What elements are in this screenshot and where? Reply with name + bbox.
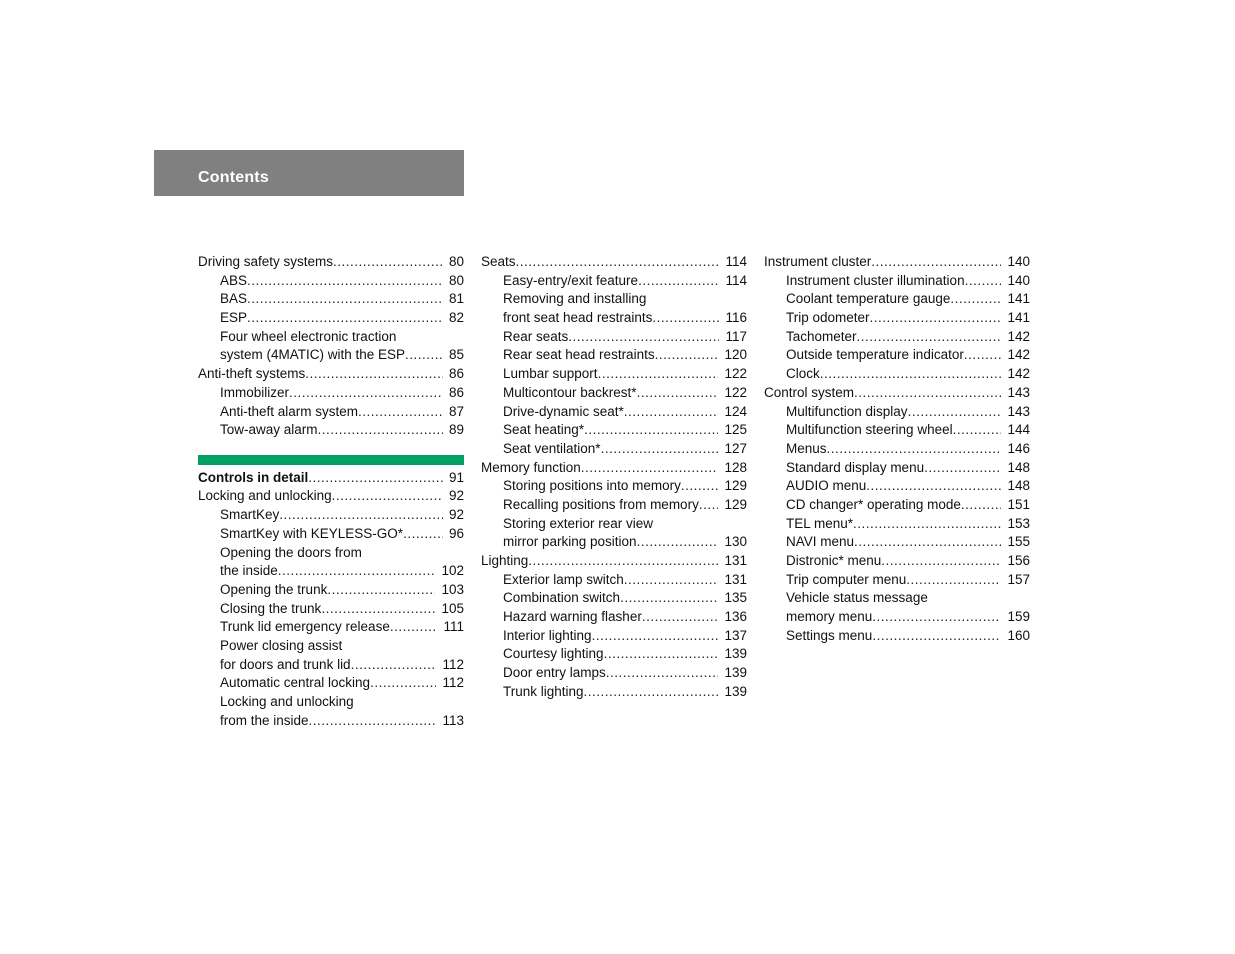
- toc-entry-label: Standard display menu: [786, 459, 925, 475]
- toc-page-number: 148: [1007, 459, 1030, 475]
- dot-leader: [405, 346, 443, 365]
- dot-leader: [332, 487, 443, 506]
- toc-page-number: 80: [448, 272, 464, 288]
- toc-entry-label: for doors and trunk lid: [220, 656, 351, 672]
- dot-leader: [820, 365, 1002, 384]
- toc-subentry[interactable]: [764, 421, 1030, 440]
- toc-entry-label: front seat head restraints: [503, 310, 653, 326]
- toc-subentry[interactable]: [481, 309, 747, 328]
- toc-entry-label: Anti-theft systems: [198, 366, 306, 382]
- toc-page-number: 112: [442, 675, 464, 691]
- toc-entry-label: Multicontour backrest*: [503, 384, 637, 400]
- dot-leader: [598, 365, 719, 384]
- dot-leader: [872, 608, 1001, 627]
- toc-entry-label: Multifunction display: [786, 403, 908, 419]
- toc-entry-label: Settings menu: [786, 627, 873, 643]
- toc-page-number: 102: [441, 563, 464, 579]
- section-rule: [198, 455, 464, 465]
- dot-leader: [624, 403, 719, 422]
- toc-page-number: 129: [724, 496, 747, 512]
- toc-column-3: [764, 253, 1030, 645]
- toc-subentry[interactable]: [198, 693, 464, 712]
- dot-leader: [906, 571, 1001, 590]
- toc-subentry[interactable]: [764, 515, 1030, 534]
- toc-subentry[interactable]: [764, 608, 1030, 627]
- toc-page-number: 89: [448, 422, 464, 438]
- dot-leader: [327, 581, 435, 600]
- toc-subentry[interactable]: [481, 571, 747, 590]
- toc-subentry[interactable]: [198, 544, 464, 563]
- toc-subentry[interactable]: [481, 272, 747, 291]
- toc-subentry[interactable]: [481, 477, 747, 496]
- toc-page-number: 143: [1007, 403, 1030, 419]
- toc-entry-label: Easy-entry/exit feature: [503, 272, 639, 288]
- toc-subentry[interactable]: [198, 581, 464, 600]
- dot-leader: [390, 618, 438, 637]
- toc-entry-label: from the inside: [220, 712, 309, 728]
- toc-entry-label: Opening the trunk: [220, 581, 328, 597]
- dot-leader: [620, 589, 718, 608]
- toc-subentry[interactable]: [764, 309, 1030, 328]
- dot-leader: [961, 496, 1002, 515]
- toc-page-number: 136: [724, 609, 747, 625]
- toc-entry-label: Tachometer: [786, 328, 857, 344]
- dot-leader: [853, 515, 1001, 534]
- toc-entry[interactable]: [764, 253, 1030, 272]
- toc-subentry[interactable]: [764, 552, 1030, 571]
- toc-column-2: [481, 253, 747, 702]
- toc-entry-label: Closing the trunk: [220, 600, 322, 616]
- toc-page-number: 141: [1007, 310, 1030, 326]
- dot-leader: [403, 525, 443, 544]
- dot-leader: [309, 712, 437, 731]
- dot-leader: [964, 346, 1002, 365]
- toc-subentry[interactable]: [764, 496, 1030, 515]
- toc-page-number: 144: [1007, 422, 1030, 438]
- toc-entry-label: Coolant temperature gauge: [786, 291, 951, 307]
- toc-page-number: 120: [724, 347, 747, 363]
- toc-entry-label: Courtesy lighting: [503, 646, 604, 662]
- toc-page-number: 156: [1007, 553, 1030, 568]
- toc-subentry[interactable]: [481, 346, 747, 365]
- toc-page-number: 128: [724, 459, 747, 475]
- toc-subentry[interactable]: [764, 440, 1030, 459]
- toc-entry-label: SmartKey: [220, 507, 280, 523]
- toc-subentry[interactable]: [198, 637, 464, 656]
- toc-entry-label: Storing positions into memory: [503, 478, 681, 494]
- toc-page-number: 86: [448, 366, 464, 382]
- toc-page-number: 139: [724, 683, 747, 699]
- toc-entry-label: Storing exterior rear view: [503, 515, 654, 531]
- dot-leader: [279, 506, 443, 525]
- toc-subentry[interactable]: [198, 384, 464, 403]
- toc-subentry[interactable]: [764, 365, 1030, 384]
- toc-entry[interactable]: [198, 253, 464, 272]
- toc-entry-label: Immobilizer: [220, 384, 290, 400]
- toc-entry-label: Memory function: [481, 459, 581, 475]
- dot-leader: [370, 674, 436, 693]
- dot-leader: [655, 346, 719, 365]
- toc-subentry[interactable]: [198, 290, 464, 309]
- toc-subentry[interactable]: [198, 272, 464, 291]
- dot-leader: [606, 664, 719, 683]
- toc-page-number: 116: [725, 310, 747, 326]
- toc-page-number: 135: [724, 590, 747, 606]
- toc-page-number: 92: [448, 488, 464, 504]
- dot-leader: [637, 533, 719, 552]
- toc-subentry[interactable]: [198, 618, 464, 637]
- dot-leader: [581, 459, 719, 478]
- toc-page-number: 160: [1007, 627, 1030, 643]
- toc-page-number: 129: [724, 478, 747, 494]
- toc-entry-label: Controls in detail: [198, 469, 309, 485]
- toc-subentry[interactable]: [481, 440, 747, 459]
- toc-page-number: 142: [1007, 347, 1030, 363]
- toc-subentry[interactable]: [198, 562, 464, 581]
- toc-subentry[interactable]: [481, 589, 747, 608]
- toc-page-number: 155: [1007, 534, 1030, 550]
- toc-entry[interactable]: [481, 459, 747, 478]
- toc-entry-label: Driving safety systems: [198, 254, 334, 269]
- dot-leader: [592, 627, 719, 646]
- dot-leader: [965, 272, 1002, 291]
- toc-entry-label: SmartKey with KEYLESS-GO*: [220, 525, 404, 541]
- toc-entry-label: Tow-away alarm: [220, 422, 318, 438]
- dot-leader: [278, 562, 436, 581]
- dot-leader: [870, 309, 1002, 328]
- dot-leader: [601, 440, 719, 459]
- toc-entry-label: Clock: [786, 366, 820, 382]
- toc-column-1: [198, 253, 464, 730]
- dot-leader: [652, 309, 719, 328]
- toc-subentry[interactable]: [481, 328, 747, 347]
- toc-entry-label: Opening the doors from: [220, 544, 362, 560]
- toc-subentry[interactable]: [481, 683, 747, 702]
- header-bar: [154, 150, 464, 196]
- toc-entry-label: Trip computer menu: [786, 571, 907, 587]
- toc-subentry[interactable]: [481, 403, 747, 422]
- toc-entry-label: Seats: [481, 254, 516, 269]
- section-gap: [198, 440, 464, 455]
- toc-subentry[interactable]: [198, 674, 464, 693]
- toc-page-number: 141: [1007, 291, 1030, 307]
- dot-leader: [857, 328, 1002, 347]
- toc-page-number: 125: [724, 422, 747, 438]
- dot-leader: [854, 533, 1001, 552]
- toc-entry-label: Outside temperature indicator: [786, 347, 964, 363]
- toc-page-number: 85: [448, 347, 464, 363]
- toc-page-number: 140: [1007, 254, 1030, 269]
- dot-leader: [516, 253, 720, 272]
- toc-page-number: 92: [448, 507, 464, 523]
- dot-leader: [827, 440, 1002, 459]
- dot-leader: [637, 384, 719, 403]
- dot-leader: [604, 645, 719, 664]
- toc-entry-label: Menus: [786, 440, 827, 456]
- toc-page-number: 139: [724, 646, 747, 662]
- toc-subentry[interactable]: [198, 656, 464, 675]
- toc-page-number: 80: [448, 254, 464, 269]
- toc-entry[interactable]: [481, 253, 747, 272]
- dot-leader: [528, 552, 718, 571]
- toc-entry-label: Four wheel electronic traction: [220, 328, 397, 344]
- toc-page-number: 114: [725, 272, 747, 288]
- toc-page-number: 153: [1007, 515, 1030, 531]
- toc-subentry[interactable]: [198, 309, 464, 328]
- toc-entry-label: CD changer* operating mode: [786, 496, 961, 512]
- toc-entry-label: Exterior lamp switch: [503, 571, 624, 587]
- toc-entry-label: Trip odometer: [786, 310, 870, 326]
- toc-entry-label: Lighting: [481, 553, 529, 568]
- dot-leader: [351, 656, 437, 675]
- dot-leader: [247, 309, 443, 328]
- toc-subentry[interactable]: [764, 533, 1030, 552]
- toc-entry[interactable]: [198, 487, 464, 506]
- toc-page-number: 139: [724, 665, 747, 681]
- dot-leader: [584, 421, 718, 440]
- toc-page-number: 159: [1007, 609, 1030, 625]
- dot-leader: [358, 403, 443, 422]
- dot-leader: [289, 384, 443, 403]
- toc-entry-label: Multifunction steering wheel: [786, 422, 953, 438]
- toc-subentry[interactable]: [481, 515, 747, 534]
- dot-leader: [642, 608, 719, 627]
- toc-subentry[interactable]: [481, 533, 747, 552]
- toc-page-number: 111: [443, 619, 464, 635]
- toc-page-number: 113: [442, 712, 464, 728]
- toc-entry-label: Door entry lamps: [503, 665, 606, 681]
- toc-entry-label: Power closing assist: [220, 637, 343, 653]
- toc-page-number: 127: [724, 440, 747, 456]
- toc-page-number: 114: [725, 254, 747, 269]
- toc-entry-label: Interior lighting: [503, 627, 592, 643]
- toc-page-number: 146: [1007, 440, 1030, 456]
- toc-entry-label: Control system: [764, 384, 855, 400]
- page-title: Contents: [198, 169, 269, 186]
- toc-subentry[interactable]: [198, 421, 464, 440]
- dot-leader: [247, 272, 443, 291]
- toc-page-number: 82: [448, 310, 464, 326]
- toc-subentry[interactable]: [198, 346, 464, 365]
- toc-entry-label: ABS: [220, 272, 248, 288]
- toc-subentry[interactable]: [481, 608, 747, 627]
- toc-entry-label: system (4MATIC) with the ESP: [220, 347, 406, 363]
- toc-entry-label: Drive-dynamic seat*: [503, 403, 624, 419]
- toc-entry[interactable]: [481, 552, 747, 571]
- toc-entry-label: Distronic* menu: [786, 553, 882, 568]
- toc-subentry[interactable]: [764, 627, 1030, 646]
- dot-leader: [866, 477, 1001, 496]
- toc-page-number: 103: [441, 581, 464, 597]
- toc-entry-label: Locking and unlocking: [220, 694, 354, 709]
- dot-leader: [584, 683, 719, 702]
- toc-subentry[interactable]: [481, 496, 747, 515]
- toc-page-number: 105: [441, 600, 464, 616]
- toc-page-number: 81: [448, 291, 464, 307]
- toc-entry-label: BAS: [220, 291, 248, 307]
- toc-page-number: 157: [1007, 571, 1030, 587]
- toc-entry[interactable]: [198, 365, 464, 384]
- dot-leader: [908, 403, 1002, 422]
- dot-leader: [318, 421, 443, 440]
- toc-entry-label: Instrument cluster illumination: [786, 272, 965, 288]
- toc-entry-label: mirror parking position: [503, 534, 637, 550]
- dot-leader: [872, 627, 1001, 646]
- toc-entry-label: Trunk lighting: [503, 683, 584, 699]
- toc-subentry[interactable]: [481, 645, 747, 664]
- toc-page-number: 131: [724, 571, 747, 587]
- toc-page-number: 117: [725, 328, 747, 344]
- toc-subentry[interactable]: [198, 712, 464, 731]
- toc-page-number: 148: [1007, 478, 1030, 494]
- toc-entry-label: Seat ventilation*: [503, 440, 601, 456]
- toc-page-number: 142: [1007, 328, 1030, 344]
- dot-leader: [638, 272, 719, 291]
- toc-page-number: 122: [724, 384, 747, 400]
- toc-subentry[interactable]: [198, 403, 464, 422]
- dot-leader: [624, 571, 719, 590]
- dot-leader: [305, 365, 443, 384]
- dot-leader: [247, 290, 443, 309]
- toc-entry-label: the inside: [220, 563, 278, 579]
- toc-entry-label: NAVI menu: [786, 534, 855, 550]
- dot-leader: [333, 253, 443, 272]
- toc-subentry[interactable]: [764, 459, 1030, 478]
- toc-entry-label: Combination switch: [503, 590, 621, 606]
- dot-leader: [924, 459, 1001, 478]
- toc-entry-label: Lumbar support: [503, 366, 598, 382]
- toc-subentry[interactable]: [481, 627, 747, 646]
- toc-subentry[interactable]: [481, 365, 747, 384]
- toc-entry-label: ESP: [220, 310, 248, 326]
- toc-page-number: 87: [448, 403, 464, 419]
- toc-subentry[interactable]: [764, 589, 1030, 608]
- toc-page-number: 140: [1007, 272, 1030, 288]
- toc-page-number: 86: [448, 384, 464, 400]
- dot-leader: [871, 253, 1001, 272]
- toc-page-number: 151: [1007, 496, 1030, 512]
- toc-entry-label: Locking and unlocking: [198, 488, 332, 504]
- toc-subentry[interactable]: [764, 272, 1030, 291]
- toc-page-number: 91: [448, 469, 464, 485]
- toc-subentry[interactable]: [198, 600, 464, 619]
- toc-page-number: 112: [442, 656, 464, 672]
- dot-leader: [881, 552, 1001, 571]
- toc-page-number: 142: [1007, 366, 1030, 382]
- toc-entry-label: Trunk lid emergency release: [220, 619, 390, 635]
- toc-page-number: 122: [724, 366, 747, 382]
- toc-subentry[interactable]: [481, 664, 747, 683]
- toc-subentry[interactable]: [481, 384, 747, 403]
- toc-page-number: 96: [448, 525, 464, 541]
- toc-entry-label: Recalling positions from memory: [503, 496, 699, 512]
- toc-entry[interactable]: [764, 384, 1030, 403]
- toc-page-number: 137: [724, 627, 747, 643]
- toc-subentry[interactable]: [764, 346, 1030, 365]
- toc-subentry[interactable]: [198, 328, 464, 347]
- dot-leader: [568, 328, 719, 347]
- toc-subentry[interactable]: [198, 506, 464, 525]
- toc-subentry[interactable]: [198, 525, 464, 544]
- dot-leader: [699, 496, 719, 515]
- toc-entry-label: Rear seats: [503, 328, 569, 344]
- dot-leader: [308, 469, 443, 488]
- toc-entry-label: TEL menu*: [786, 515, 854, 531]
- toc-entry-label: AUDIO menu: [786, 478, 867, 494]
- dot-leader: [854, 384, 1001, 403]
- dot-leader: [321, 600, 435, 619]
- dot-leader: [681, 477, 719, 496]
- toc-entry-label: Vehicle status message: [786, 590, 928, 606]
- toc-entry-label: Anti-theft alarm system: [220, 403, 359, 419]
- toc-page-number: 131: [724, 553, 747, 568]
- toc-subentry[interactable]: [764, 290, 1030, 309]
- toc-subentry[interactable]: [764, 477, 1030, 496]
- dot-leader: [953, 421, 1002, 440]
- toc-page-number: 124: [724, 403, 747, 419]
- dot-leader: [950, 290, 1001, 309]
- toc-subentry[interactable]: [764, 571, 1030, 590]
- toc-entry-label: Rear seat head restraints: [503, 347, 655, 363]
- toc-page-number: 143: [1007, 384, 1030, 400]
- toc-subentry[interactable]: [481, 290, 747, 309]
- toc-entry-label: Automatic central locking: [220, 675, 371, 691]
- toc-entry-label: Instrument cluster: [764, 254, 872, 269]
- toc-entry-label: memory menu: [786, 609, 873, 625]
- toc-subentry[interactable]: [764, 328, 1030, 347]
- toc-subentry[interactable]: [764, 403, 1030, 422]
- toc-entry-label: Hazard warning flasher: [503, 609, 642, 625]
- toc-page-number: 130: [724, 534, 747, 550]
- toc-entry-label: Removing and installing: [503, 291, 647, 307]
- toc-entry-label: Seat heating*: [503, 422, 585, 438]
- toc-entry[interactable]: [198, 469, 464, 488]
- toc-subentry[interactable]: [481, 421, 747, 440]
